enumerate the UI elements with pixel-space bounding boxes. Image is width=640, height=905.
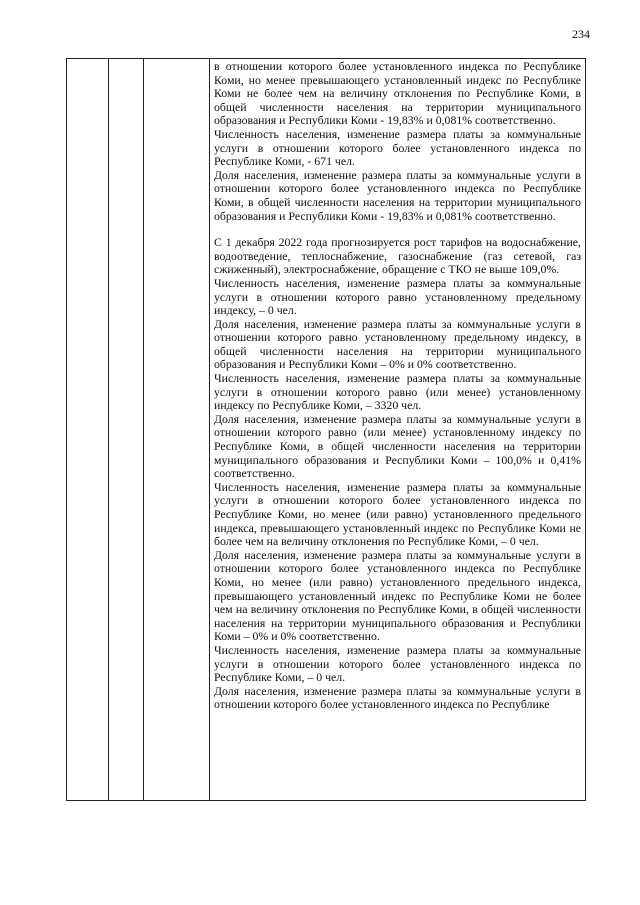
table-column-divider (143, 59, 144, 800)
paragraph: в отношении которого более установленного индекса по Республике Коми, но менее превышающего установленный индекс по Республике Коми не более чем на величину отклонения по Республике Коми, в общей численности населения на территории муниципального образования и Республики Коми - 19,83% и 0,081% соответственно. (214, 60, 581, 128)
paragraph: Численность населения, изменение размера платы за коммунальные услуги в отношении которого равно (или менее) установленному индексу по Республике Коми, – 3320 чел. (214, 371, 581, 413)
paragraph: Численность населения, изменение размера платы за коммунальные услуги в отношении которого более установленного индекса по Республике Коми, – 0 чел. (214, 642, 581, 685)
paragraph: Доля населения, изменение размера платы за коммунальные услуги в отношении которого более установленного индекса по Республике Коми, в общей численности населения на территории муниципального образования и Республики Коми - 19,83% и 0,081% соответственно. (214, 167, 581, 223)
paragraph: Доля населения, изменение размера платы за коммунальные услуги в отношении которого более установленного индекса по Республике (214, 683, 581, 712)
paragraph: Численность населения, изменение размера платы за коммунальные услуги в отношении которого равно установленному предельному индексу, – 0 чел. (214, 275, 581, 318)
table-column-divider (108, 59, 109, 800)
page-number: 234 (572, 27, 590, 41)
paragraph: Численность населения, изменение размера платы за коммунальные услуги в отношении которого более установленного индекса по Республике Коми, - 671 чел. (214, 126, 581, 169)
paragraph: Доля населения, изменение размера платы за коммунальные услуги в отношении которого равно (или менее) установленному индексу по Республике Коми, в общей численности населения на территории муниципального образования и Республики Коми – 100,0% и 0,41% соответственно. (214, 411, 581, 481)
paragraph: С 1 декабря 2022 года прогнозируется рост тарифов на водоснабжение, водоотведение, теплоснабжение, газоснабжение (газ сетевой, газ сжиженный), электроснабжение, обращение с ТКО не выше 109,0%. (214, 235, 581, 277)
paragraph: Доля населения, изменение размера платы за коммунальные услуги в отношении которого более установленного индекса по Республике Коми, но менее (или равно) установленного предельного индекса, превышающего установленный индекс по Республике Коми не более чем на величину отклонения по Республике Коми, в общей численности населения на территории муниципального образования и Республики Коми – 0% и 0% соответственно. (214, 547, 581, 644)
table-column-divider (209, 59, 210, 800)
paragraph: Доля населения, изменение размера платы за коммунальные услуги в отношении которого равно установленному предельному индексу, в общей численности населения на территории муниципального образования и Республики Коми – 0% и 0% соответственно. (214, 316, 581, 372)
document-table (66, 58, 586, 801)
table-text-cell (214, 60, 581, 800)
paragraph: Численность населения, изменение размера платы за коммунальные услуги в отношении которого более установленного индекса по Республике Коми, но менее (или равно) установленного предельного индекса, превышающего установленный индекс по Республике Коми не более чем на величину отклонения по Республике Коми, – 0 чел. (214, 479, 581, 549)
